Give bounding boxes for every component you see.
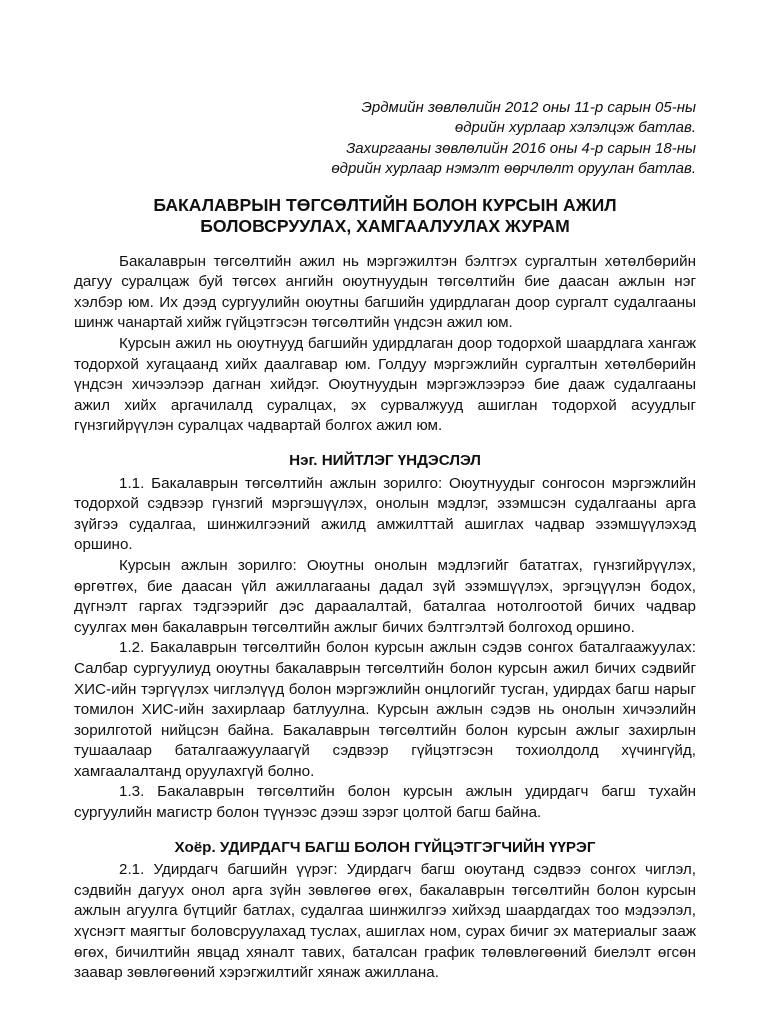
approval-line: өдрийн хурлаар нэмэлт өөрчлөлт оруулан батлав. [331, 160, 696, 178]
document-title [74, 195, 696, 238]
intro-paragraph: Курсын ажил нь оюутнууд багшийн удирдлаган доор тодорхой шаардлага хангаж тодорхой хугацаанд хийх даалгавар юм. Голдуу мэргэжлийн сургалтын хөтөлбөрийн үндсэн хичээлээр дагнан хийдэг. Оюутнуудын мэргэжлээрээ бие дааж судалгааны ажил хийх аргачилалд суралцах, эх сурвалжууд ашиглан тодорхой асуудлыг гүнзгийрүүлэн суралцах чадвартай болгох ажил юм. [74, 335, 696, 435]
approval-note [74, 98, 696, 180]
section-paragraph: 2.1. Удирдагч багшийн үүрэг: Удирдагч багш оюутанд сэдвээ сонгох чиглэл, сэдвийн дагуух онол арга зүйн зөвлөгөө өгөх, бакалаврын төгсөлтийн болон курсын ажлын агуулга бүтцийг батлах, судалгаа шинжилгээ хийхэд шаардагдах тоо мэдээлэл, хүснэгт маягтыг боловсруулахад туслах, ашиглах ном, сурах бичиг эх материалыг зааж өгөх, бичилтийн явцад хяналт тавих, баталсан график төлөвлөгөөний биелэлт өгсөн заавар зөвлөгөөний хэрэгжилтийг хянаж ажиллана. [74, 861, 696, 982]
approval-line: Эрдмийн зөвлөлийн 2012 оны 11-р сарын 05-ны [361, 99, 696, 116]
section-paragraph: 1.2. Бакалаврын төгсөлтийн болон курсын ажлын сэдэв сонгох баталгаажуулах: Салбар сургуулиуд оюутны бакалаврын төгсөлтийн болон курсын ажил бичих сэдвийг ХИС-ийн тэргүүлэх чиглэлүүд болон мэргэжлийн онцлогийг тусган, удирдах багш нарыг томилон ХИС-ийн захирлаар батлуулна. Курсын ажлын сэдэв нь онолын хичээлийн зорилготой нийцсэн байна. Бакалаврын төгсөлтийн болон курсын ажлыг захирлын тушаалаар баталгаажуулаагүй сэдвээр гүйцэтгэсэн тохиолдолд хүчингүйд, хамгаалалтанд оруулахгүй болно. [74, 639, 696, 780]
title-line: БАКАЛАВРЫН ТӨГСӨЛТИЙН БОЛОН КУРСЫН АЖИЛ [153, 194, 617, 215]
section-heading: Нэг. НИЙТЛЭГ ҮНДЭСЛЭЛ [289, 451, 481, 469]
section-paragraph: 1.1. Бакалаврын төгсөлтийн ажлын зорилго: Оюутнуудыг сонгосон мэргэжлийн тодорхой сэдвээр гүнзгий мэргэшүүлэх, онолын мэдлэг, эзэмшсэн судалгааны арга зүйгээ судалгаа, шинжилгээний ажилд амжилттай ашиглах чадвар эзэмшүүлэхэд оршино. [74, 474, 696, 554]
section-heading: Хоёр. УДИРДАГЧ БАГШ БОЛОН ГҮЙЦЭТГЭГЧИЙН ҮҮРЭГ [174, 838, 596, 856]
intro-paragraph: Бакалаврын төгсөлтийн ажил нь мэргэжилтэн бэлтгэх сургалтын хөтөлбөрийн дагуу суралцаж буй төгсөх ангийн оюутнуудын төгсөлтийн бие даасан ажлын нэг хэлбэр юм. Их дээд сургуулийн оюутны багшийн удирдлаган доор сургалт судалгааны шинж чанартай хийж гүйцэтгэсэн төгсөлтийн үндсэн ажил юм. [74, 252, 696, 332]
section-paragraph: Курсын ажлын зорилго: Оюутны онолын мэдлэгийг бататгах, гүнзгийрүүлэх, өргөтгөх, бие даасан үйл ажиллагааны дадал зүй эзэмшүүлэх, эргэцүүлэн бодох, дүгнэлт гаргах тэдгээрийг дэс дараалалтай, баталгаа нотолгоотой бичих чадвар суулгах мөн бакалаврын төгсөлтийн ажлыг бичих бэлтгэлтэй болгоход оршино. [74, 556, 696, 636]
document-page [74, 98, 696, 984]
document-body [74, 252, 696, 984]
section-paragraph: 1.3. Бакалаврын төгсөлтийн болон курсын ажлын удирдагч багш тухайн сургуулийн магистр болон түүнээс дээш зэрэг цолтой багш байна. [74, 783, 696, 822]
title-line: БОЛОВСРУУЛАХ, ХАМГААЛУУЛАХ ЖУРАМ [200, 216, 570, 237]
approval-line: Захиргааны зөвлөлийн 2016 оны 4-р сарын 18-ны [346, 139, 696, 157]
approval-line: өдрийн хурлаар хэлэлцэж батлав. [454, 119, 696, 137]
